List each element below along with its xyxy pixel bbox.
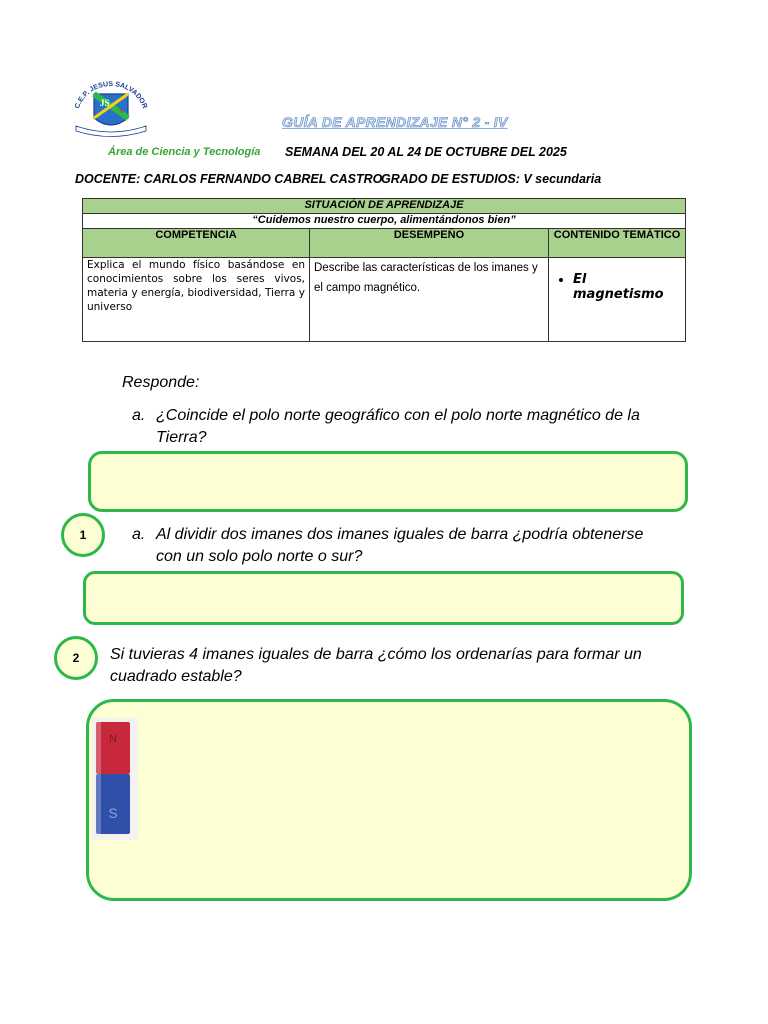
answer-box-1[interactable] (88, 451, 688, 512)
question-3-text: Si tuvieras 4 imanes iguales de barra ¿cómo los ordenarías para formar un cuadrado estable? (110, 646, 642, 685)
number-badge-1: 1 (61, 513, 105, 557)
situation-header: SITUACIÓN DE APRENDIZAJE (83, 199, 686, 214)
number-badge-2: 2 (54, 636, 98, 680)
question-2-text: Al dividir dos imanes dos imanes iguales de barra ¿podría obtenerse con un solo polo norte o sur? (156, 526, 644, 565)
contenido-item: • El magnetismo (573, 272, 681, 302)
week-label: SEMANA DEL 20 AL 24 DE OCTUBRE DEL 2025 (285, 145, 567, 159)
question-1-letter: a. (132, 407, 146, 424)
teacher-label: DOCENTE: CARLOS FERNANDO CABREL CASTRO (75, 172, 383, 186)
area-label: Área de Ciencia y Tecnología (108, 146, 261, 158)
magnet-south-pole (96, 774, 130, 834)
contenido-cell (549, 258, 686, 342)
learning-situation-table (82, 198, 686, 342)
answer-box-2[interactable] (83, 571, 684, 625)
answer-box-3[interactable] (86, 699, 692, 901)
desempeno-cell: Describe las características de los imanes y el campo magnético. (310, 258, 549, 342)
competencia-cell: Explica el mundo físico basándose en conocimientos sobre los seres vivos, materia y energía, biodiversidad, Tierra y universo (83, 258, 310, 342)
question-1 (132, 405, 672, 451)
magnet-south-label: S (108, 805, 118, 821)
question-2-letter: a. (132, 526, 146, 543)
responde-label: Responde: (122, 374, 200, 391)
question-2 (132, 524, 672, 570)
question-1-text: ¿Coincide el polo norte geográfico con el polo norte magnético de la Tierra? (156, 407, 640, 446)
situation-text: “Cuidemos nuestro cuerpo, alimentándonos bien” (83, 214, 686, 229)
magnet-north-pole (96, 722, 130, 774)
school-logo (70, 76, 152, 140)
competencia-header: COMPETENCIA (83, 229, 310, 258)
guide-title: GUÍA DE APRENDIZAJE N° 2 - IV (282, 114, 508, 130)
logo-initials: JS (100, 98, 110, 108)
logo-text: C.E.P. JESUS SALVADOR (74, 80, 148, 110)
magnet-north-label: N (109, 733, 117, 745)
desempeno-header: DESEMPEÑO (310, 229, 549, 258)
svg-text:+: + (119, 106, 125, 116)
contenido-header: CONTENIDO TEMÁTICO (549, 229, 686, 258)
grade-label: GRADO DE ESTUDIOS: V secundaria (381, 172, 602, 186)
bar-magnet-image (92, 718, 138, 840)
